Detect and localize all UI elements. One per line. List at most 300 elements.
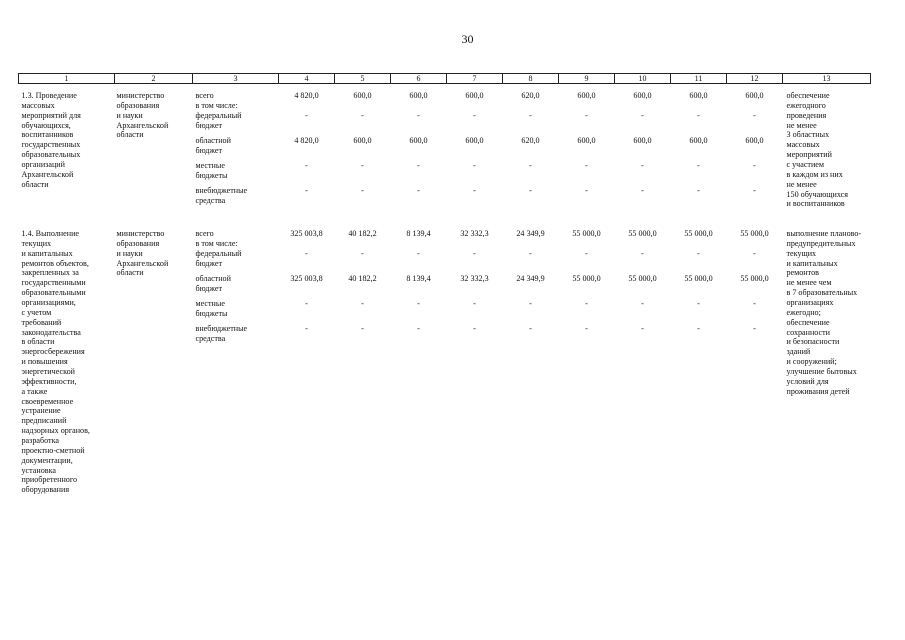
amount-value — [615, 229, 671, 239]
expected-result-line: ежегодно; — [786, 307, 821, 317]
amount-cell-col-10 — [615, 229, 671, 495]
expected-result-cell — [783, 91, 871, 211]
funding-source-label — [196, 161, 279, 186]
expected-result-line: условий для — [786, 376, 829, 386]
amount-value — [615, 136, 671, 161]
amount-value — [559, 299, 615, 324]
amount-value — [391, 324, 447, 349]
amount-value — [391, 111, 447, 136]
amount-text: 600,0 — [353, 91, 372, 100]
amount-value — [335, 229, 391, 239]
column-header-9: 9 — [559, 74, 615, 84]
amount-value — [447, 324, 503, 349]
amount-text: - — [585, 324, 588, 333]
expected-result-line: в 7 образовательных — [786, 288, 858, 298]
amount-text: 600,0 — [745, 91, 764, 100]
amount-value — [559, 136, 615, 161]
amount-text: - — [641, 161, 644, 170]
amount-value — [447, 101, 503, 111]
amount-value — [671, 239, 727, 249]
measure-name-line: оборудования — [21, 485, 70, 495]
amount-cell-col-4 — [279, 91, 335, 211]
expected-result-cell — [783, 229, 871, 495]
column-header-2: 2 — [115, 74, 193, 84]
column-header-13: 13 — [783, 74, 871, 84]
funding-source-line: областной — [195, 274, 231, 283]
amount-text: 600,0 — [409, 91, 428, 100]
amount-text: - — [361, 161, 364, 170]
expected-result-line: не менее — [786, 120, 817, 130]
amount-value — [503, 274, 559, 299]
amount-cell-col-10 — [615, 91, 671, 211]
measure-name-line: Архангельской — [21, 169, 74, 179]
expected-result-line: и капитальных — [786, 258, 838, 268]
funding-source-line: всего — [195, 229, 214, 238]
amount-value — [671, 101, 727, 111]
amount-text: - — [529, 111, 532, 120]
amount-text: - — [361, 249, 364, 258]
amount-text: 600,0 — [745, 136, 764, 145]
funding-source-label — [196, 186, 279, 211]
amount-value — [279, 274, 335, 299]
amount-value — [671, 324, 727, 349]
expected-result-line: и безопасности — [786, 337, 840, 347]
amount-value — [279, 91, 335, 101]
amount-text: 620,0 — [521, 91, 540, 100]
amount-text: 4 820,0 — [294, 91, 319, 100]
amount-text: 600,0 — [577, 91, 596, 100]
amount-value — [671, 274, 727, 299]
measure-name-line: 1.3. Проведение — [21, 91, 77, 100]
amount-value — [447, 161, 503, 186]
expected-result-line: выполнение планово- — [786, 229, 862, 238]
executor-line: министерство — [116, 91, 165, 100]
amount-text: 55 000,0 — [628, 274, 657, 283]
measure-name-line: предписаний — [21, 416, 67, 426]
measure-name-line: и повышения — [21, 357, 68, 367]
amount-text: 600,0 — [465, 136, 484, 145]
funding-source-cell — [193, 91, 279, 211]
amount-text: - — [641, 186, 644, 195]
funding-source-line: местные — [195, 161, 225, 170]
executor-cell — [115, 91, 193, 211]
amount-value — [391, 101, 447, 111]
amount-text: 32 332,3 — [460, 274, 489, 283]
executor-line: Архангельской — [116, 120, 169, 130]
measure-name-line: эффективности, — [21, 376, 77, 386]
amount-value — [335, 91, 391, 101]
measure-name-cell — [19, 91, 115, 211]
amount-cell-col-6 — [391, 91, 447, 211]
amount-text: - — [361, 111, 364, 120]
amount-value — [391, 274, 447, 299]
column-header-10: 10 — [615, 74, 671, 84]
expected-result-line: организациях — [786, 298, 834, 308]
measure-name-line: приобретенного — [21, 475, 78, 485]
amount-value — [391, 239, 447, 249]
amount-value — [559, 274, 615, 299]
amount-text: - — [529, 186, 532, 195]
amount-text: - — [361, 299, 364, 308]
measure-name-line: обучающихся, — [21, 120, 71, 130]
amount-value — [335, 274, 391, 299]
funding-source-line: областной — [195, 136, 231, 145]
amount-text: 8 139,4 — [406, 274, 431, 283]
amount-text: - — [473, 299, 476, 308]
amount-value — [335, 101, 391, 111]
amount-text: 600,0 — [577, 136, 596, 145]
amount-value — [615, 161, 671, 186]
expected-result-line: с участием — [786, 160, 825, 170]
amount-text: - — [641, 299, 644, 308]
measure-name-line: установка — [21, 465, 56, 475]
expected-result-line: 3 областных — [786, 130, 830, 140]
funding-source-line: внебюджетные — [195, 186, 248, 195]
page-number: 30 — [461, 32, 474, 46]
funding-source-label — [196, 111, 279, 136]
amount-cell-col-9 — [559, 91, 615, 211]
amount-text: - — [753, 161, 756, 170]
amount-value — [391, 299, 447, 324]
expected-result-line: текущих — [786, 248, 817, 258]
program-table — [18, 73, 871, 495]
amount-value — [671, 229, 727, 239]
funding-source-line: средства — [195, 195, 226, 205]
column-header-5: 5 — [335, 74, 391, 84]
amount-cell-col-5 — [335, 229, 391, 495]
amount-text: - — [753, 249, 756, 258]
amount-value — [559, 101, 615, 111]
amount-value — [279, 299, 335, 324]
amount-text: - — [697, 161, 700, 170]
executor-line: министерство — [116, 229, 165, 238]
measure-name-line: а также — [21, 386, 48, 396]
amount-text: 32 332,3 — [460, 229, 489, 238]
amount-value — [335, 186, 391, 211]
amount-value — [727, 91, 783, 101]
amount-value — [279, 324, 335, 349]
amount-text: - — [641, 249, 644, 258]
amount-cell-col-12 — [727, 229, 783, 495]
funding-source-line: в том числе: — [195, 101, 238, 110]
amount-text: - — [473, 161, 476, 170]
funding-source-label — [196, 239, 279, 249]
expected-result-line: мероприятий — [786, 150, 832, 160]
executor-line: и науки — [116, 248, 143, 258]
column-number-header — [19, 74, 871, 84]
amount-text: - — [361, 324, 364, 333]
executor-cell — [115, 229, 193, 495]
measure-name-line: образовательными — [21, 288, 86, 298]
amount-text: 24 349,9 — [516, 274, 545, 283]
amount-text: - — [305, 161, 308, 170]
amount-value — [727, 111, 783, 136]
amount-value — [503, 249, 559, 274]
executor-line: образования — [116, 100, 160, 110]
amount-value — [503, 111, 559, 136]
amount-value — [615, 186, 671, 211]
expected-result-line: зданий — [786, 347, 811, 357]
amount-value — [615, 249, 671, 274]
amount-cell-col-11 — [671, 229, 727, 495]
amount-text: 600,0 — [353, 136, 372, 145]
measure-name-line: области — [21, 179, 49, 189]
funding-source-line: бюджет — [195, 145, 222, 155]
measure-name-line: и капитальных — [21, 248, 73, 258]
executor-line: образования — [116, 238, 160, 248]
amount-value — [615, 299, 671, 324]
amount-text: - — [753, 324, 756, 333]
amount-value — [335, 161, 391, 186]
amount-value — [447, 239, 503, 249]
measure-name-line: проектно-сметной — [21, 445, 85, 455]
column-header-12: 12 — [727, 74, 783, 84]
measure-name-line: в области — [21, 337, 55, 347]
amount-value — [671, 299, 727, 324]
amount-value — [615, 324, 671, 349]
amount-value — [615, 91, 671, 101]
amount-value — [559, 249, 615, 274]
amount-text: 55 000,0 — [684, 229, 713, 238]
amount-value — [727, 274, 783, 299]
expected-result-line: обеспечение — [786, 317, 830, 327]
amount-value — [615, 101, 671, 111]
amount-value — [335, 249, 391, 274]
expected-result-line: массовых — [786, 140, 820, 150]
amount-value — [279, 111, 335, 136]
amount-text: - — [697, 186, 700, 195]
amount-value — [559, 229, 615, 239]
amount-cell-col-9 — [559, 229, 615, 495]
executor-line: и науки — [116, 110, 143, 120]
amount-text: 55 000,0 — [572, 229, 601, 238]
funding-source-line: местные — [195, 299, 225, 308]
funding-source-label — [196, 249, 279, 274]
amount-text: - — [305, 299, 308, 308]
expected-result-line: и воспитанников — [786, 199, 845, 209]
amount-text: - — [529, 249, 532, 258]
measure-name-line: государственных — [21, 140, 81, 150]
amount-text: - — [417, 299, 420, 308]
amount-text: - — [529, 161, 532, 170]
funding-source-line: всего — [195, 91, 214, 100]
amount-value — [671, 161, 727, 186]
amount-text: - — [473, 186, 476, 195]
amount-text: - — [473, 111, 476, 120]
amount-text: - — [697, 111, 700, 120]
expected-result-line: ремонтов — [786, 268, 819, 278]
amount-cell-col-5 — [335, 91, 391, 211]
amount-value — [447, 299, 503, 324]
amount-value — [559, 91, 615, 101]
funding-source-line: бюджеты — [195, 308, 228, 318]
funding-source-label — [196, 299, 279, 324]
amount-value — [503, 324, 559, 349]
amount-text: - — [697, 324, 700, 333]
amount-value — [671, 111, 727, 136]
amount-value — [279, 161, 335, 186]
amount-cell-col-6 — [391, 229, 447, 495]
amount-value — [279, 136, 335, 161]
funding-source-line: бюджет — [195, 283, 222, 293]
amount-value — [391, 249, 447, 274]
amount-value — [503, 101, 559, 111]
funding-source-line: средства — [195, 333, 226, 343]
measure-name-line: энергетической — [21, 367, 75, 377]
amount-value — [727, 239, 783, 249]
amount-value — [503, 136, 559, 161]
amount-text: 325 003,8 — [290, 274, 323, 283]
amount-text: 600,0 — [689, 136, 708, 145]
table-row — [19, 229, 871, 495]
funding-source-label — [196, 229, 279, 239]
funding-source-line: бюджет — [195, 120, 222, 130]
amount-value — [615, 239, 671, 249]
expected-result-line: не менее — [786, 179, 817, 189]
amount-text: 600,0 — [633, 91, 652, 100]
measure-name-line: надзорных органов, — [21, 426, 90, 436]
amount-text: 40 182,2 — [348, 229, 377, 238]
measure-name-line: организациями, — [21, 298, 76, 308]
amount-value — [391, 186, 447, 211]
measure-name-line: мероприятий для — [21, 110, 81, 120]
amount-text: - — [641, 324, 644, 333]
funding-source-cell — [193, 229, 279, 495]
amount-value — [335, 111, 391, 136]
amount-text: - — [305, 111, 308, 120]
amount-value — [503, 239, 559, 249]
funding-source-line: федеральный — [195, 111, 242, 120]
amount-text: 55 000,0 — [740, 229, 769, 238]
amount-value — [671, 136, 727, 161]
amount-value — [559, 186, 615, 211]
funding-source-line: бюджет — [195, 258, 222, 268]
amount-value — [615, 274, 671, 299]
amount-text: 55 000,0 — [572, 274, 601, 283]
amount-value — [671, 186, 727, 211]
amount-text: - — [585, 299, 588, 308]
measure-name-line: документации, — [21, 455, 73, 465]
amount-text: 40 182,2 — [348, 274, 377, 283]
expected-result-line: не менее чем — [786, 278, 832, 288]
row-spacer — [19, 84, 871, 92]
measure-name-line: государственными — [21, 278, 86, 288]
amount-text: - — [753, 299, 756, 308]
column-header-7: 7 — [447, 74, 503, 84]
amount-value — [279, 101, 335, 111]
amount-value — [279, 186, 335, 211]
executor-line: Архангельской — [116, 258, 169, 268]
amount-value — [335, 299, 391, 324]
amount-value — [447, 274, 503, 299]
expected-result-line: в каждом из них — [786, 169, 843, 179]
expected-result-line: сохранности — [786, 327, 830, 337]
amount-text: - — [529, 299, 532, 308]
amount-value — [447, 249, 503, 274]
amount-value — [727, 324, 783, 349]
amount-value — [503, 229, 559, 239]
amount-value — [503, 91, 559, 101]
amount-text: - — [361, 186, 364, 195]
amount-value — [447, 186, 503, 211]
amount-value — [727, 101, 783, 111]
funding-source-line: внебюджетные — [195, 324, 248, 333]
amount-cell-col-12 — [727, 91, 783, 211]
funding-source-label — [196, 274, 279, 299]
amount-value — [559, 111, 615, 136]
amount-value — [615, 111, 671, 136]
amount-text: 4 820,0 — [294, 136, 319, 145]
amount-text: 600,0 — [409, 136, 428, 145]
amount-text: 8 139,4 — [406, 229, 431, 238]
amount-text: - — [417, 111, 420, 120]
executor-line: области — [116, 130, 144, 140]
funding-source-line: федеральный — [195, 249, 242, 258]
expected-result-line: ежегодного — [786, 100, 826, 110]
amount-text: - — [305, 249, 308, 258]
amount-value — [671, 91, 727, 101]
amount-cell-col-8 — [503, 91, 559, 211]
amount-cell-col-7 — [447, 91, 503, 211]
amount-text: 325 003,8 — [290, 229, 323, 238]
expected-result-line: обеспечение — [786, 91, 830, 100]
funding-source-line: в том числе: — [195, 239, 238, 248]
amount-value — [279, 229, 335, 239]
funding-source-line: бюджеты — [195, 170, 228, 180]
amount-value — [335, 239, 391, 249]
amount-value — [559, 324, 615, 349]
measure-name-cell — [19, 229, 115, 495]
measure-name-line: воспитанников — [21, 130, 74, 140]
amount-value — [391, 91, 447, 101]
amount-text: 600,0 — [465, 91, 484, 100]
amount-text: - — [585, 249, 588, 258]
amount-text: - — [305, 186, 308, 195]
amount-text: 620,0 — [521, 136, 540, 145]
amount-cell-col-4 — [279, 229, 335, 495]
amount-text: - — [753, 111, 756, 120]
amount-text: - — [697, 299, 700, 308]
amount-text: - — [753, 186, 756, 195]
measure-name-line: закрепленных за — [21, 268, 79, 278]
amount-text: - — [473, 324, 476, 333]
expected-result-line: проведения — [786, 110, 827, 120]
amount-text: - — [585, 161, 588, 170]
amount-text: 55 000,0 — [740, 274, 769, 283]
amount-text: 55 000,0 — [684, 274, 713, 283]
amount-text: - — [417, 186, 420, 195]
expected-result-line: и сооружений; — [786, 357, 837, 367]
amount-value — [503, 299, 559, 324]
amount-text: - — [417, 324, 420, 333]
measure-name-line: ремонтов объектов, — [21, 258, 89, 268]
amount-text: 600,0 — [633, 136, 652, 145]
amount-value — [447, 136, 503, 161]
column-header-3: 3 — [193, 74, 279, 84]
amount-text: 55 000,0 — [628, 229, 657, 238]
measure-name-line: энергосбережения — [21, 347, 85, 357]
expected-result-line: предупредительных — [786, 238, 856, 248]
amount-value — [727, 299, 783, 324]
amount-cell-col-11 — [671, 91, 727, 211]
measure-name-line: массовых — [21, 100, 55, 110]
amount-value — [279, 239, 335, 249]
amount-value — [727, 161, 783, 186]
amount-value — [391, 229, 447, 239]
column-header-4: 4 — [279, 74, 335, 84]
funding-source-label — [196, 324, 279, 349]
column-header-1: 1 — [19, 74, 115, 84]
